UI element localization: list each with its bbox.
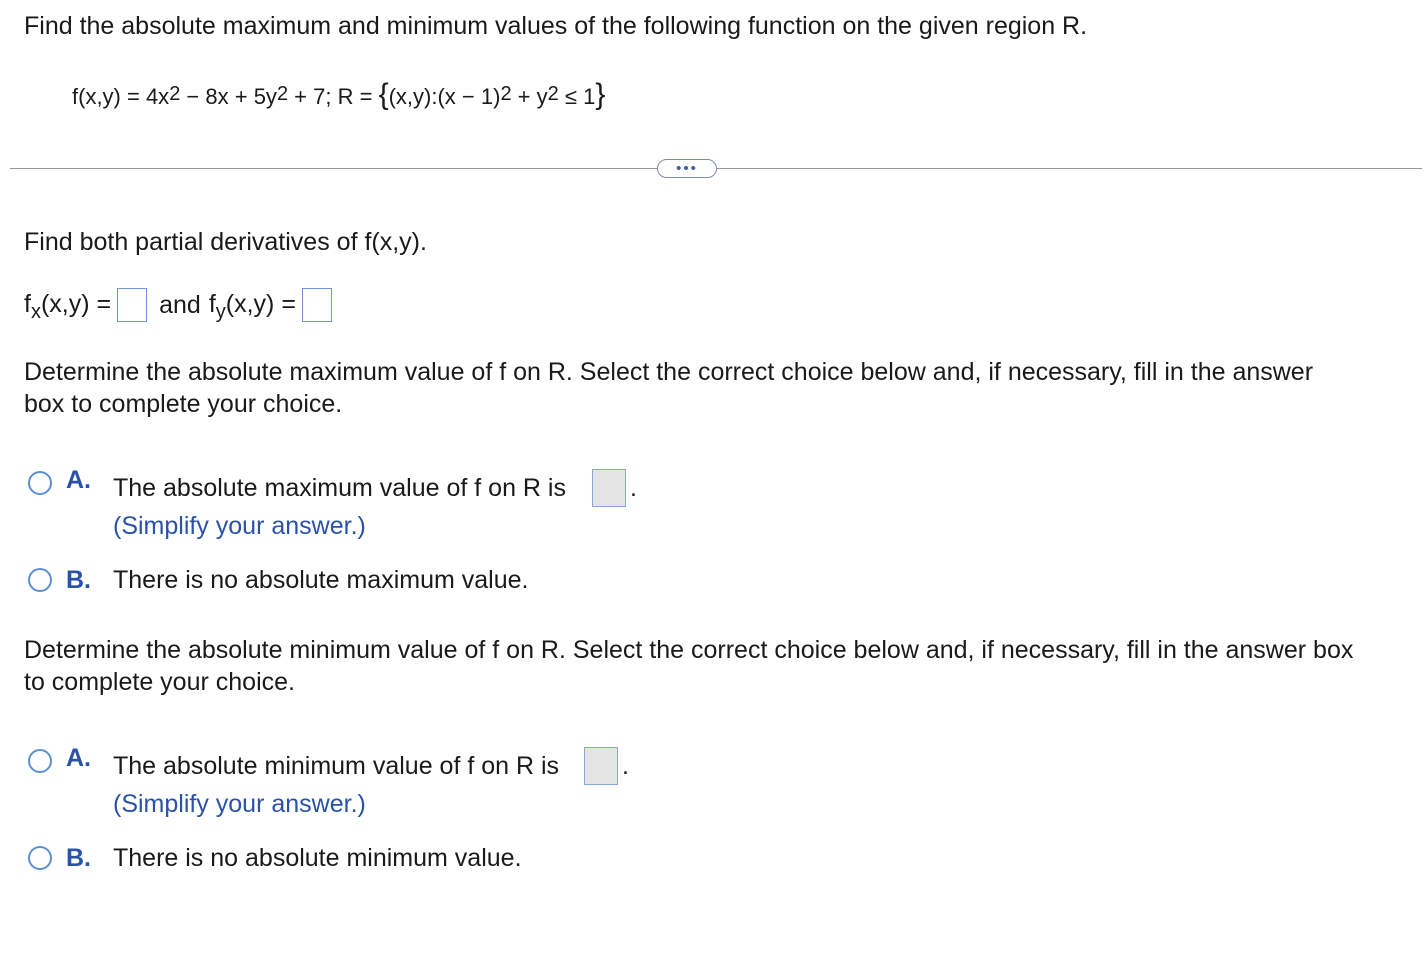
partials-answer-row xyxy=(24,288,332,322)
max-option-b-letter: B. xyxy=(66,566,91,594)
min-option-b-letter: B. xyxy=(66,844,91,872)
min-option-b-text: There is no absolute minimum value. xyxy=(113,844,522,872)
max-option-a-period: . xyxy=(630,474,637,502)
min-answer-input[interactable] xyxy=(584,747,618,785)
max-option-b-text: There is no absolute maximum value. xyxy=(113,566,529,594)
set-brace-close: } xyxy=(595,78,606,111)
max-option-a-text: The absolute maximum value of f on R is xyxy=(113,474,566,502)
max-option-a-letter: A. xyxy=(66,466,91,494)
max-instruction-line1: Determine the absolute maximum value of f on R. Select the correct choice below and, if necessary, fill in the answer xyxy=(24,358,1314,386)
max-simplify-hint: (Simplify your answer.) xyxy=(113,512,366,540)
min-option-a-letter: A. xyxy=(66,744,91,772)
min-instruction-line1: Determine the absolute minimum value of f on R. Select the correct choice below and, if necessary, fill in the answer box xyxy=(24,636,1354,664)
ellipsis-icon: ••• xyxy=(676,160,698,177)
fx-label: $f_x(x,y)$ = xyxy=(24,290,112,323)
min-option-a-text: The absolute minimum value of f on R is xyxy=(113,752,560,780)
region-condition: (x,y):(x − 1) xyxy=(388,84,501,109)
max-answer-input[interactable] xyxy=(592,469,626,507)
min-instruction-line2: to complete your choice. xyxy=(24,668,295,696)
partials-instruction: Find both partial derivatives of f(x,y). xyxy=(24,228,427,256)
function-definition xyxy=(72,78,605,112)
region-exponent: 2 xyxy=(500,83,512,105)
min-option-a-radio[interactable] xyxy=(28,749,52,773)
min-option-a-period: . xyxy=(622,752,629,780)
fy-answer-input[interactable] xyxy=(302,288,332,322)
region-condition: ≤ 1 xyxy=(558,84,596,109)
function-lhs: f(x,y) = 4x xyxy=(72,84,170,109)
function-term: + 7; R = xyxy=(288,84,379,109)
fx-answer-input[interactable] xyxy=(117,288,147,322)
max-instruction-line2: box to complete your choice. xyxy=(24,390,343,418)
expand-ellipsis-button[interactable] xyxy=(657,159,717,178)
function-term: − 8x + 5y xyxy=(180,84,277,109)
region-exponent: 2 xyxy=(547,83,559,105)
fy-label: $f_y(x,y)$ = xyxy=(208,290,296,323)
min-option-b-radio[interactable] xyxy=(28,846,52,870)
function-exponent: 2 xyxy=(276,83,289,105)
and-text: and xyxy=(159,291,201,319)
region-condition: + y xyxy=(511,84,548,109)
max-option-a-radio[interactable] xyxy=(28,471,52,495)
max-option-b-radio[interactable] xyxy=(28,568,52,592)
function-exponent: 2 xyxy=(169,83,181,105)
problem-prompt: Find the absolute maximum and minimum values of the following function on the given region R. xyxy=(24,12,1088,40)
set-brace-open: { xyxy=(378,78,389,111)
min-simplify-hint: (Simplify your answer.) xyxy=(113,790,366,818)
